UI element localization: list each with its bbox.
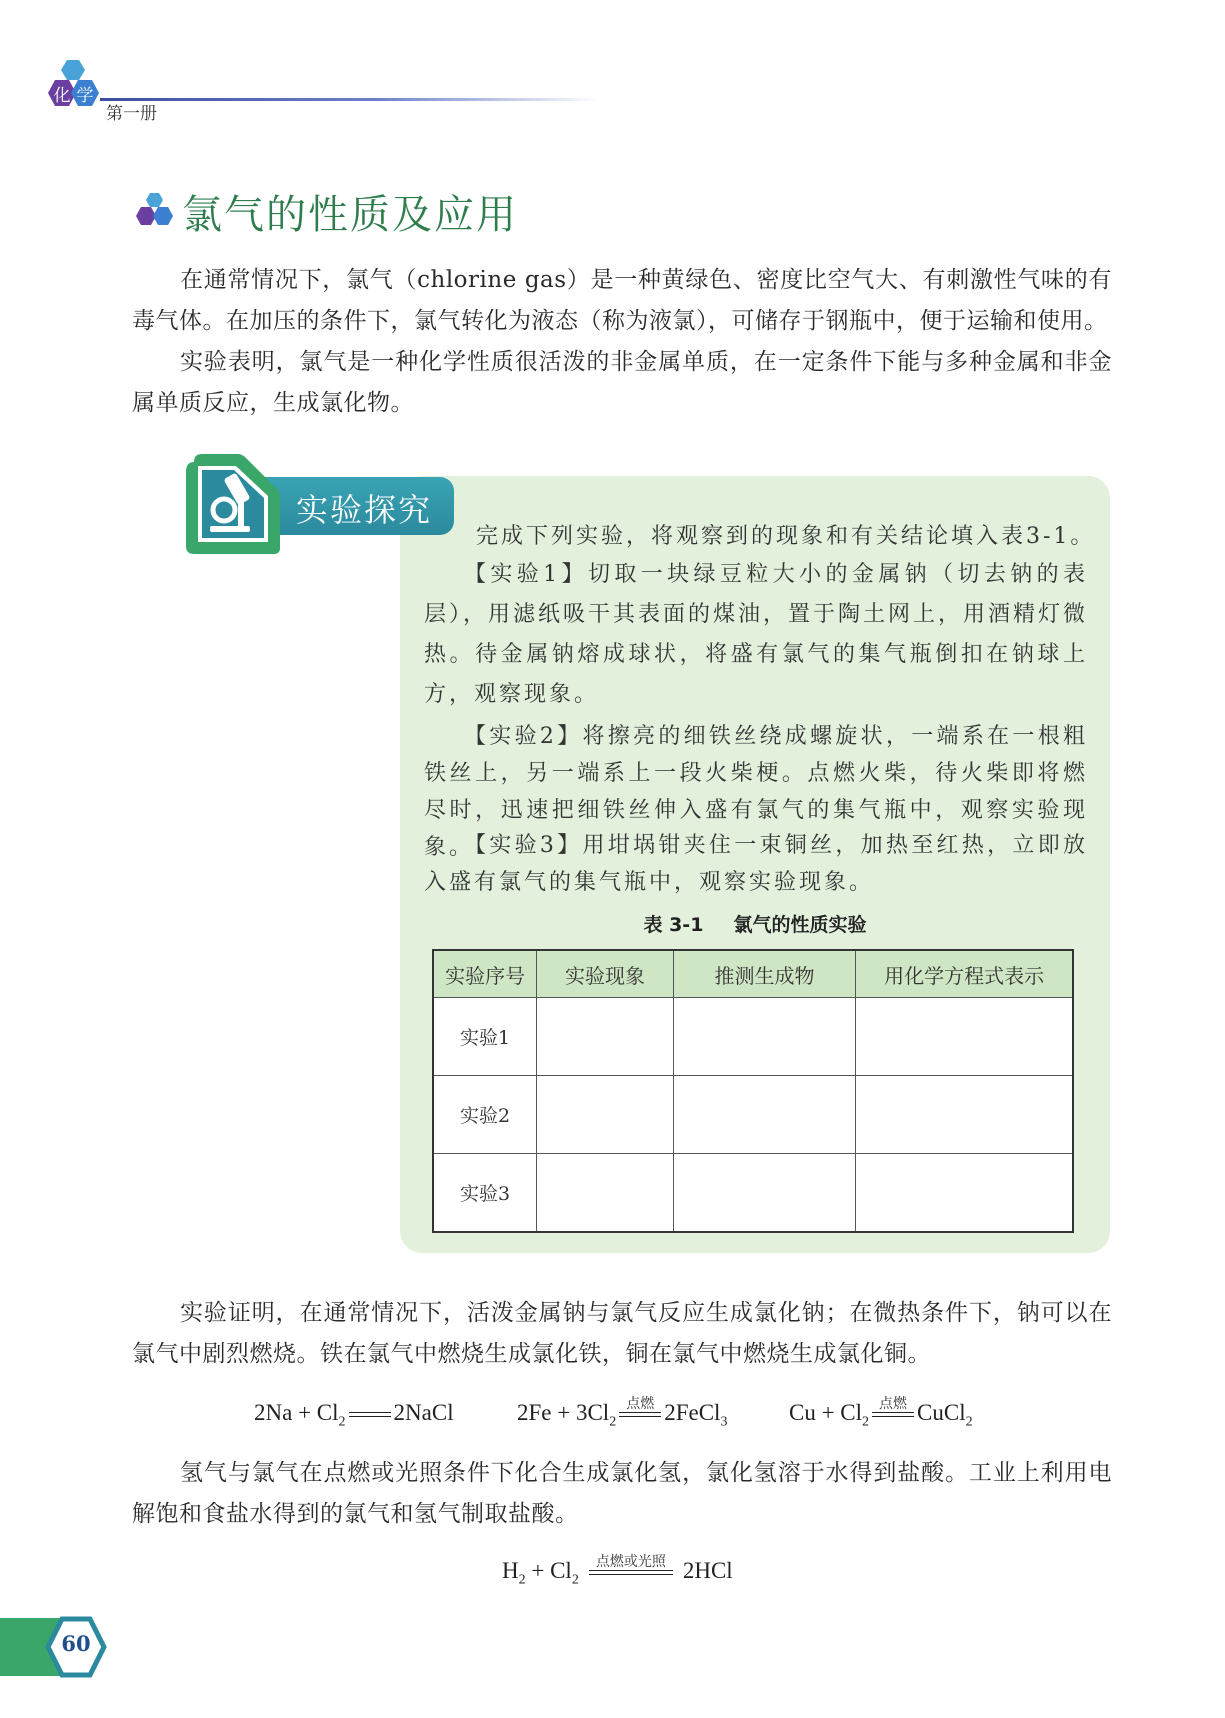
table-cell-blank[interactable] — [537, 1076, 674, 1154]
experiment-label: 实验探究 — [296, 491, 433, 529]
table-header-cell: 推测生成物 — [673, 950, 855, 998]
eq-products: 2NaCl — [393, 1400, 454, 1425]
eq-reactants: 2Na + Cl — [254, 1400, 339, 1425]
section-title: 氯气的性质及应用 — [182, 192, 518, 238]
badge-char-1: 化 — [53, 86, 71, 106]
table-cell: 实验3 — [433, 1154, 537, 1233]
eq-reactants: H — [502, 1558, 519, 1583]
page-number: 60 — [61, 1631, 91, 1656]
equation-sodium — [254, 1400, 454, 1431]
table-caption — [400, 910, 1110, 937]
table-caption-number: 表 3-1 — [643, 914, 704, 936]
eq-reactants: Cu + Cl — [789, 1400, 863, 1425]
header-rule — [100, 98, 600, 101]
table-row — [433, 998, 1073, 1076]
equation-iron — [517, 1396, 728, 1431]
eq-reactants: + Cl — [525, 1558, 572, 1583]
eq-subscript: 2 — [518, 1572, 526, 1588]
table-cell-blank[interactable] — [856, 1076, 1073, 1154]
eq-double-line — [872, 1396, 914, 1417]
microscope-icon — [180, 452, 282, 556]
eq-double-line — [589, 1554, 673, 1575]
table-cell-blank[interactable] — [537, 1154, 674, 1233]
eq-subscript: 2 — [965, 1414, 973, 1430]
eq-products: CuCl — [917, 1400, 966, 1425]
table-caption-title: 氯气的性质实验 — [733, 914, 867, 936]
table-cell-blank[interactable] — [673, 1154, 855, 1233]
table-cell: 实验2 — [433, 1076, 537, 1154]
eq-subscript: 2 — [338, 1414, 346, 1430]
experiment-item-3: 【实验3】用坩埚钳夹住一束铜丝，加热至红热，立即放入盛有氯气的集气瓶中，观察实验现象。 — [424, 833, 1088, 895]
experiment-table — [432, 949, 1074, 1233]
eq-subscript: 3 — [720, 1414, 728, 1430]
table-header-cell: 实验现象 — [537, 950, 674, 998]
table-header-cell: 实验序号 — [433, 950, 537, 998]
table-cell-blank[interactable] — [856, 998, 1073, 1076]
eq-condition: 点燃 — [626, 1396, 655, 1413]
conclusion-paragraph: 实验证明，在通常情况下，活泼金属钠与氯气反应生成氯化钠；在微热条件下，钠可以在氯气中剧烈燃烧。铁在氯气中燃烧生成氯化铁，铜在氯气中燃烧生成氯化铜。 — [132, 1300, 1112, 1367]
intro-paragraph-2: 实验表明，氯气是一种化学性质很活泼的非金属单质，在一定条件下能与多种金属和非金属单质反应，生成氯化物。 — [132, 349, 1112, 416]
table-cell: 实验1 — [433, 998, 537, 1076]
eq-subscript: 2 — [862, 1414, 870, 1430]
book-label: 第一册 — [106, 104, 157, 124]
table-header-cell: 用化学方程式表示 — [856, 950, 1073, 998]
eq-products: 2FeCl — [664, 1400, 721, 1425]
table-cell-blank[interactable] — [856, 1154, 1073, 1233]
section-hexagon-icon — [132, 192, 176, 232]
experiment-item-2: 【实验2】将擦亮的细铁丝绕成螺旋状，一端系在一根粗铁丝上，另一端系上一段火柴梗。点燃火柴，待火柴即将燃尽时，迅速把细铁丝伸入盛有氯气的集气瓶中，观察实验现象。 — [424, 724, 1088, 860]
badge-char-2: 学 — [76, 86, 94, 106]
table-cell-blank[interactable] — [537, 998, 674, 1076]
eq-double-line — [349, 1412, 391, 1417]
table-cell-blank[interactable] — [673, 998, 855, 1076]
equation-copper — [789, 1396, 973, 1431]
table-row — [433, 1076, 1073, 1154]
eq-products: 2HCl — [682, 1558, 733, 1583]
intro-paragraph-1: 在通常情况下，氯气（chlorine gas）是一种黄绿色、密度比空气大、有刺激性气味的有毒气体。在加压的条件下，氯气转化为液态（称为液氯），可储存于钢瓶中，便于运输和使用。 — [132, 267, 1112, 334]
experiment-item-1: 【实验1】切取一块绿豆粒大小的金属钠（切去钠的表层），用滤纸吸干其表面的煤油，置于陶土网上，用酒精灯微热。待金属钠熔成球状，将盛有氯气的集气瓶倒扣在钠球上方，观察现象。 — [424, 562, 1089, 707]
subject-hexagon-logo — [40, 58, 110, 120]
table-header-row — [433, 950, 1073, 998]
eq-subscript: 2 — [609, 1414, 617, 1430]
table-row — [433, 1154, 1073, 1233]
eq-reactants: 2Fe + 3Cl — [517, 1400, 610, 1425]
table-cell-blank[interactable] — [673, 1076, 855, 1154]
experiment-instruction: 完成下列实验，将观察到的现象和有关结论填入表3-1。 — [476, 524, 1096, 549]
eq-subscript: 2 — [571, 1572, 579, 1588]
hexagon-top-icon — [61, 60, 85, 80]
equation-hydrogen — [502, 1554, 733, 1589]
eq-condition: 点燃 — [879, 1396, 908, 1413]
eq-double-line — [619, 1396, 661, 1417]
eq-condition: 点燃或光照 — [595, 1554, 666, 1571]
hydrogen-paragraph: 氢气与氯气在点燃或光照条件下化合生成氯化氢，氯化氢溶于水得到盐酸。工业上利用电解饱和食盐水得到的氯气和氢气制取盐酸。 — [132, 1460, 1112, 1527]
